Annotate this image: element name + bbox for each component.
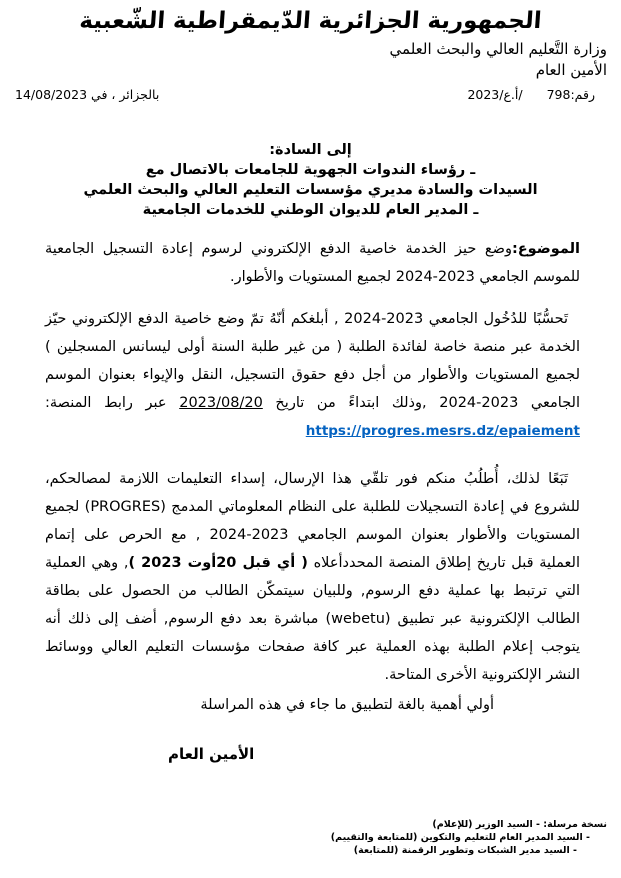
recipient-line: ـ المدير العام للديوان الوطني للخدمات الجامعية <box>142 202 479 218</box>
body-paragraph-1 <box>45 305 580 445</box>
reference-code: /أ.ع/2023 <box>467 87 523 102</box>
paragraph2-text-end: , وهي العملية التي ترتبط بها عملية دفع الرسوم, وللبيان سيتمكّن الطالب من الحصول على بطاقة الطالب الإلكترونية عبر تطبيق (webetu) مباشرة بعد دفع الرسوم, أضف إلى ذلك أنه يتوجب إعلام الطلبة بهذه العملية عبر كافة صفحات مؤسسات التعليم العالي ووسائط النشر الإلكترونية الأخرى المتاحة. <box>45 555 580 683</box>
republic-calligraphy-title: الجمهورية الجزائرية الدّيمقراطية الشّعبية <box>78 8 543 34</box>
launch-date: 2023/08/20 <box>179 395 263 411</box>
deadline-emphasis: ( أي قبل 20أوت 2023 ) <box>128 555 308 571</box>
body-paragraph-2 <box>45 465 580 689</box>
platform-link[interactable]: https://progres.mesrs.dz/epaiement <box>305 423 580 439</box>
reference-row <box>0 87 621 102</box>
subject-label: الموضوع: <box>511 241 580 257</box>
subject-line <box>45 235 580 291</box>
paragraph2-text-start: تَبَعًا لذلك، أُطلُبُ منكم فور تلقّي هذا الإرسال، إسداء التعليمات اللازمة لمصالحكم، للشروع في إعادة التسجيلات للطلبة على النظام المعلوماتي المدمج (PROGRES) لجميع المستويات والأطوار بعنوان الموسم الجامعي 2023-2024 , مع الحرص على إتمام العملية قبل تاريخ إطلاق المنصة المحددأعلاه <box>45 471 580 571</box>
reference-number-label: رقم:798 <box>546 87 595 102</box>
copies-block <box>0 818 621 857</box>
reference-number <box>467 87 595 102</box>
paragraph1-text: تَحسُّبًا للدُخُول الجامعي 2023-2024 , أبلغكم أنّهُ تمّ وضع خاصية الدفع الإلكتروني حيّز الخدمة عبر منصة خاصة لفائدة الطلبة ( من غير طلبة السنة أولى ليسانس المسجلين ) لجميع المستويات والأطوار من أجل دفع حقوق التسجيل، النقل والإيواء بعنوان الموسم الجامعي 2023-2024 ,وذلك ابتداءً من تاريخ <box>45 311 581 411</box>
place-and-date: بالجزائر ، في 14/08/2023 <box>15 87 160 102</box>
recipient-line: ـ رؤساء الندوات الجهوية للجامعات بالاتصال مع <box>145 162 476 178</box>
closing-line: أولي أهمية بالغة لتطبيق ما جاء في هذه المراسلة <box>200 697 494 713</box>
recipients-block <box>0 140 621 220</box>
ministry-title: وزارة التَّعليم العالي والبحث العلمي <box>389 40 607 58</box>
recipient-line: السيدات والسادة مديري مؤسسات التعليم العالي والبحث العلمي <box>83 182 538 198</box>
subject-text: وضع حيز الخدمة خاصية الدفع الإلكتروني لرسوم إعادة التسجيل الجامعية للموسم الجامعي 2023-2024 لجميع المستويات والأطوار. <box>45 241 580 285</box>
platform-link-label: عبر رابط المنصة: <box>45 395 180 411</box>
recipients-heading: إلى السادة: <box>269 142 352 158</box>
signature-title: الأمين العام <box>168 745 255 763</box>
copy-line: - السيد مدير الشبكات وتطوير الرقمنة (للمتابعة) <box>353 845 577 856</box>
copy-line: - السيد المدير العام للتعليم والتكوين (للمتابعة والتقييم) <box>330 832 590 843</box>
copy-line: نسخة مرسلة: - السيد الوزير (للإعلام) <box>432 819 607 830</box>
office-title: الأمين العام <box>535 61 607 79</box>
